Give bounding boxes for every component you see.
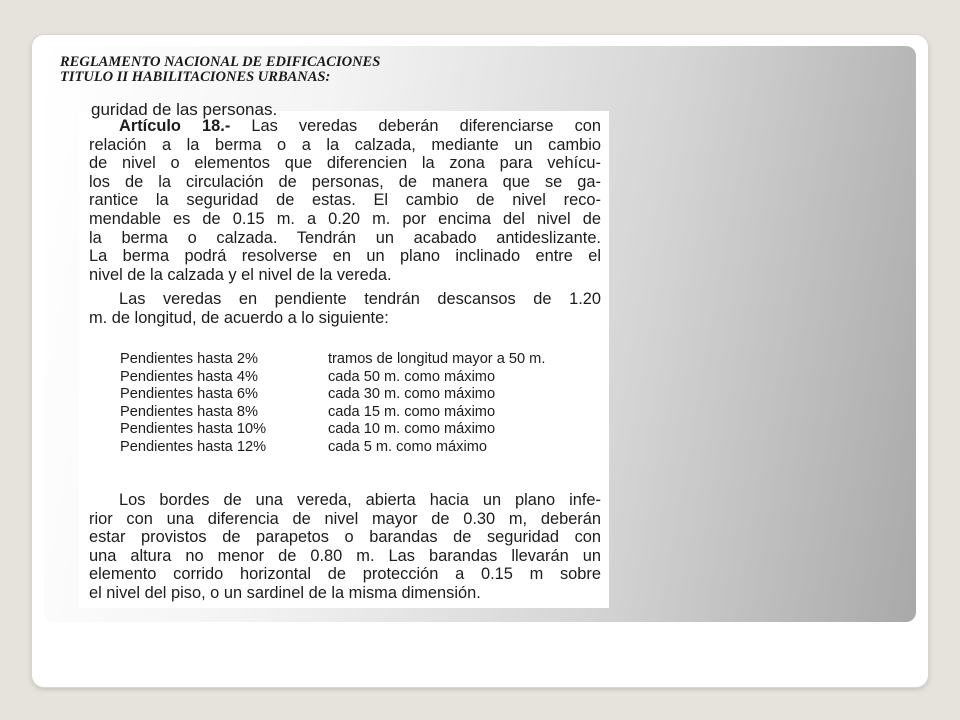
slide-title-line-2: TITULO II HABILITACIONES URBANAS: (60, 69, 331, 85)
rule-cell: cada 5 m. como máximo (328, 438, 487, 455)
rule-cell: cada 10 m. como máximo (328, 421, 496, 438)
paragraph-line: Los bordes de una vereda, abierta hacia un plano infe- (119, 491, 601, 509)
slope-cell: Pendientes hasta 6% (120, 386, 258, 403)
cut-off-previous-line: guridad de las personas. (91, 100, 278, 119)
railings-paragraph (89, 491, 601, 603)
paragraph-line: mendable es de 0.15 m. a 0.20 m. por encima del nivel de (89, 209, 601, 228)
slope-row (120, 421, 545, 439)
paragraph-line: los de la circulación de personas, de manera que se ga- (89, 172, 601, 191)
rule-cell: cada 50 m. como máximo (328, 368, 496, 385)
paragraph-line: de nivel o elementos que diferencien la zona para vehícu- (89, 154, 601, 173)
slope-cell: Pendientes hasta 4% (120, 368, 258, 385)
slope-row (120, 351, 545, 369)
rule-cell: tramos de longitud mayor a 50 m. (328, 351, 546, 367)
paragraph-line: una altura no menor de 0.80 m. Las barandas llevarán un (89, 546, 601, 565)
paragraph-line: elemento corrido horizontal de protección a 0.15 m sobre (89, 565, 601, 584)
slope-cell: Pendientes hasta 2% (120, 351, 258, 367)
slope-row (120, 369, 545, 387)
slope-row (120, 386, 545, 404)
article-18-paragraph (89, 117, 601, 284)
slope-cell: Pendientes hasta 8% (120, 403, 258, 420)
paragraph-line: el nivel del piso, o un sardinel de la misma dimensión. (89, 583, 481, 602)
slope-row (120, 404, 545, 422)
paragraph-line: estar provistos de parapetos o barandas de seguridad con (89, 528, 601, 547)
slope-row (120, 439, 545, 457)
slide-title-line-1: REGLAMENTO NACIONAL DE EDIFICACIONES (60, 54, 381, 70)
slide-title (60, 55, 380, 85)
paragraph-line: nivel de la calzada y el nivel de la vereda. (89, 265, 392, 284)
paragraph-line: la berma o calzada. Tendrán un acabado antideslizante. (89, 228, 601, 247)
slope-cell: Pendientes hasta 12% (120, 438, 267, 455)
slope-rules-table (120, 351, 545, 457)
paragraph-line: rior con una diferencia de nivel mayor de 0.30 m, deberán (89, 509, 601, 528)
scanned-regulation-excerpt (79, 100, 609, 608)
paragraph-line: La berma podrá resolverse en un plano inclinado entre el (89, 247, 601, 266)
paragraph-line: m. de longitud, de acuerdo a lo siguiente: (89, 308, 389, 327)
paragraph-line: rantice la seguridad de estas. El cambio de nivel reco- (89, 191, 601, 210)
paragraph-line: Artículo 18.- Las veredas deberán diferenciarse con (119, 117, 601, 135)
paragraph-line: Las veredas en pendiente tendrán descansos de 1.20 (119, 290, 601, 308)
paragraph-line: relación a la berma o a la calzada, mediante un cambio (89, 135, 601, 154)
landings-paragraph (89, 290, 601, 327)
rule-cell: cada 30 m. como máximo (328, 386, 496, 403)
slope-cell: Pendientes hasta 10% (120, 421, 267, 438)
rule-cell: cada 15 m. como máximo (328, 403, 496, 420)
article-label: Artículo 18.- (119, 117, 231, 135)
